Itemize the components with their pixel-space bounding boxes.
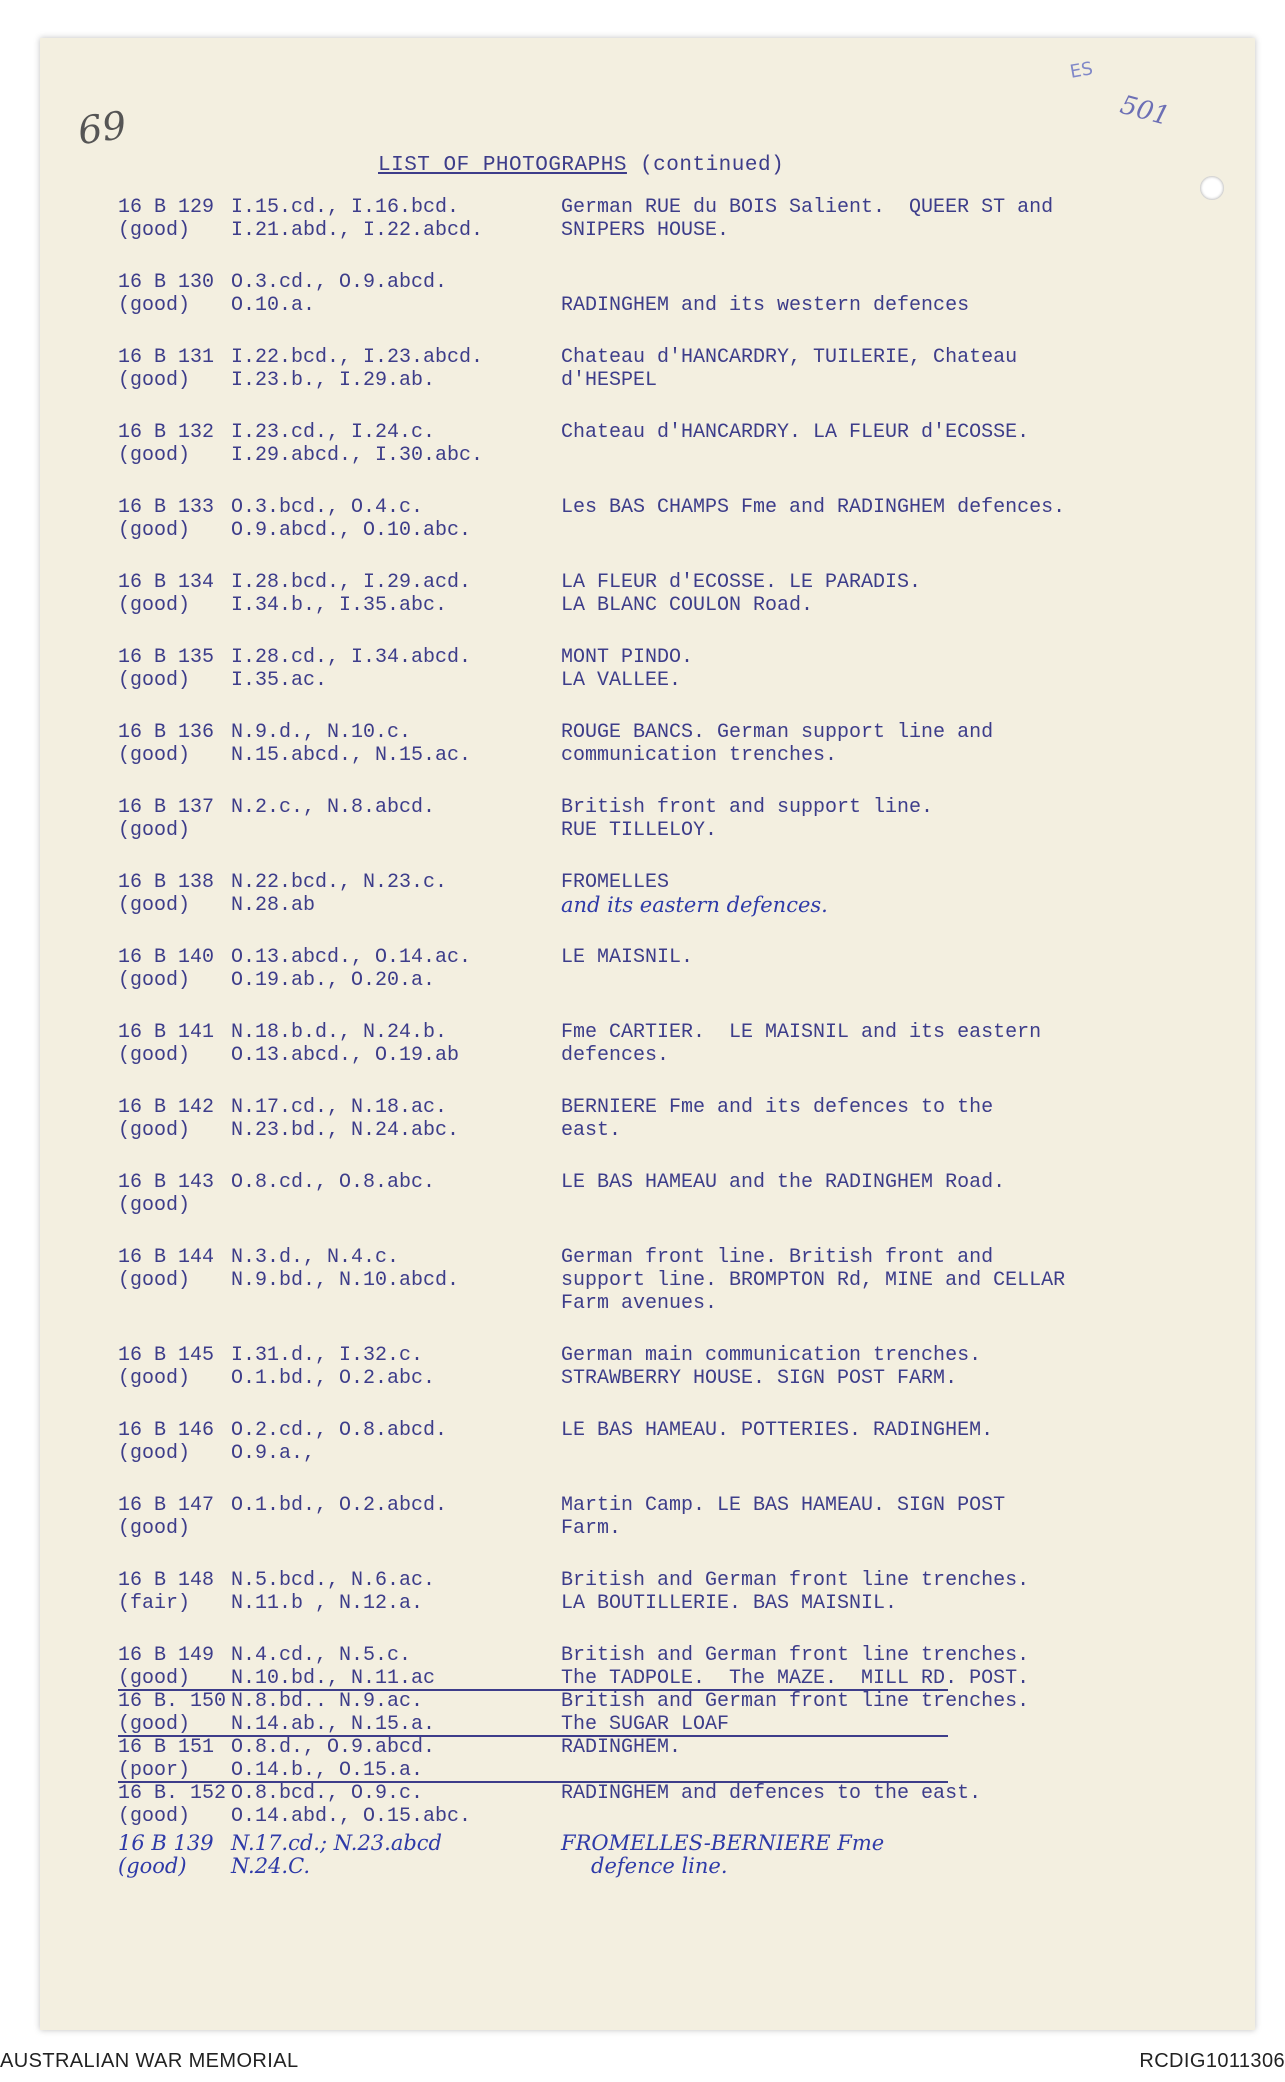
- map-reference: I.22.bcd., I.23.abcd.: [231, 346, 484, 369]
- document-page: [40, 38, 1255, 2030]
- map-reference-cell: [231, 271, 561, 317]
- description-line: German main communication trenches.: [561, 1344, 982, 1367]
- photo-number: 16 B 138: [118, 871, 215, 894]
- photo-condition: (good): [118, 1367, 191, 1390]
- photo-number-cell: [118, 1021, 231, 1067]
- description-line: RADINGHEM.: [561, 1736, 682, 1759]
- description-line: LE BAS HAMEAU and the RADINGHEM Road.: [561, 1171, 1006, 1194]
- photograph-list: [118, 196, 1248, 1907]
- handwritten-description-line: defence line.: [591, 1854, 728, 1878]
- map-reference: I.34.b., I.35.abc.: [231, 594, 448, 617]
- map-reference: O.8.d., O.9.abcd.: [231, 1736, 436, 1759]
- map-reference-cell: [231, 1782, 561, 1828]
- description-line: Farm avenues.: [561, 1292, 718, 1315]
- photo-number: 16 B. 150: [118, 1690, 227, 1713]
- photo-number: 16 B. 152: [118, 1782, 227, 1805]
- map-reference-cell: [231, 496, 561, 542]
- map-reference: O.3.bcd., O.4.c.: [231, 496, 424, 519]
- list-item: [118, 1736, 1248, 1782]
- map-reference: N.14.ab., N.15.a.: [231, 1713, 436, 1736]
- photo-number-cell: [118, 196, 231, 242]
- map-reference: I.21.abd., I.22.abcd.: [231, 219, 484, 242]
- handwritten-description-cell: [561, 1832, 1248, 1878]
- list-item: [118, 196, 1248, 242]
- map-reference: [231, 1517, 561, 1540]
- photo-number-cell: [118, 1690, 231, 1736]
- map-reference: I.28.bcd., I.29.acd.: [231, 571, 472, 594]
- photo-condition: (good): [118, 219, 191, 242]
- photo-condition: (good): [118, 894, 191, 917]
- description-line: The SUGAR LOAF: [561, 1713, 730, 1736]
- map-reference: N.9.bd., N.10.abcd.: [231, 1269, 460, 1292]
- list-item: [118, 646, 1248, 692]
- description-cell: [561, 1690, 1248, 1736]
- photo-number: 16 B 143: [118, 1171, 215, 1194]
- map-reference: I.15.cd., I.16.bcd.: [231, 196, 460, 219]
- photo-number: 16 B 135: [118, 646, 215, 669]
- photo-number-cell: [118, 946, 231, 992]
- handwritten-annotation: and its eastern defences.: [561, 893, 828, 917]
- handwritten-list-item: [118, 1832, 1248, 1878]
- map-reference: N.28.ab: [231, 894, 316, 917]
- description-line: British and German front line trenches.: [561, 1690, 1030, 1713]
- map-reference: [231, 819, 561, 842]
- map-reference: [231, 1194, 561, 1217]
- title-suffix: (continued): [640, 154, 785, 177]
- map-reference: N.11.b , N.12.a.: [231, 1592, 424, 1615]
- description-line: Farm.: [561, 1517, 622, 1540]
- map-reference: N.17.cd., N.18.ac.: [231, 1096, 448, 1119]
- handwritten-map-reference: N.24.C.: [231, 1854, 311, 1878]
- description-line: LA VALLEE.: [561, 669, 682, 692]
- map-reference-cell: [231, 1096, 561, 1142]
- description-cell: [561, 346, 1248, 392]
- map-reference: N.8.bd.. N.9.ac.: [231, 1690, 424, 1713]
- description-cell: [561, 1419, 1248, 1465]
- map-reference: O.3.cd., O.9.abcd.: [231, 271, 448, 294]
- map-reference: O.8.cd., O.8.abc.: [231, 1171, 436, 1194]
- handwritten-photo-number-cell: [118, 1832, 231, 1878]
- description-line: Chateau d'HANCARDRY, TUILERIE, Chateau: [561, 346, 1018, 369]
- list-item: [118, 1569, 1248, 1615]
- folio-number-right: 501: [1116, 90, 1173, 132]
- description-cell: [561, 1096, 1248, 1142]
- description-cell: [561, 1569, 1248, 1615]
- description-cell: [561, 796, 1248, 842]
- photo-condition: (good): [118, 1442, 191, 1465]
- list-item: [118, 1782, 1248, 1828]
- description-line: German RUE du BOIS Salient. QUEER ST and: [561, 196, 1054, 219]
- map-reference-cell: [231, 1690, 561, 1736]
- list-item: [118, 796, 1248, 842]
- map-reference: N.10.bd., N.11.ac: [231, 1667, 436, 1690]
- map-reference-cell: [231, 571, 561, 617]
- photo-condition: (good): [118, 1667, 191, 1690]
- list-item: [118, 1419, 1248, 1465]
- map-reference: I.23.b., I.29.ab.: [231, 369, 436, 392]
- photo-condition: (good): [118, 1194, 191, 1217]
- handwritten-photo-condition: (good): [118, 1854, 187, 1878]
- handwritten-map-reference: N.17.cd.; N.23.abcd: [231, 1831, 443, 1855]
- description-line: [561, 894, 1248, 917]
- map-reference: O.1.bd., O.2.abcd.: [231, 1494, 448, 1517]
- photo-number: 16 B 149: [118, 1644, 215, 1667]
- map-reference: N.18.b.d., N.24.b.: [231, 1021, 448, 1044]
- description-line: British front and support line.: [561, 796, 934, 819]
- description-cell: [561, 271, 1248, 317]
- description-line: STRAWBERRY HOUSE. SIGN POST FARM.: [561, 1367, 958, 1390]
- photo-condition: (good): [118, 1517, 191, 1540]
- photo-number-cell: [118, 1736, 231, 1782]
- photo-condition: (good): [118, 669, 191, 692]
- description-line: FROMELLES: [561, 871, 670, 894]
- description-line: SNIPERS HOUSE.: [561, 219, 730, 242]
- map-reference: I.29.abcd., I.30.abc.: [231, 444, 484, 467]
- map-reference: O.1.bd., O.2.abc.: [231, 1367, 436, 1390]
- map-reference: O.9.a.,: [231, 1442, 316, 1465]
- description-cell: [561, 1736, 1248, 1782]
- description-line: The TADPOLE. The MAZE. MILL RD. POST.: [561, 1667, 1030, 1690]
- description-cell: [561, 1021, 1248, 1067]
- map-reference: N.15.abcd., N.15.ac.: [231, 744, 472, 767]
- description-cell: [561, 1344, 1248, 1390]
- photo-number: 16 B 148: [118, 1569, 215, 1592]
- photo-condition: (good): [118, 1269, 191, 1292]
- description-line: Fme CARTIER. LE MAISNIL and its eastern: [561, 1021, 1042, 1044]
- description-line: British and German front line trenches.: [561, 1569, 1030, 1592]
- description-cell: [561, 721, 1248, 767]
- map-reference: O.9.abcd., O.10.abc.: [231, 519, 472, 542]
- map-reference-cell: [231, 796, 561, 842]
- list-item: [118, 1171, 1248, 1217]
- list-item: [118, 1344, 1248, 1390]
- photo-number: 16 B 132: [118, 421, 215, 444]
- description-cell: [561, 196, 1248, 242]
- map-reference: I.35.ac.: [231, 669, 328, 692]
- handwritten-photo-number: 16 B 139: [118, 1831, 214, 1855]
- description-cell: [561, 421, 1248, 467]
- list-item: [118, 346, 1248, 392]
- map-reference: I.28.cd., I.34.abcd.: [231, 646, 472, 669]
- photo-number-cell: [118, 1246, 231, 1315]
- map-reference-cell: [231, 1246, 561, 1315]
- footer-record-id: RCDIG1011306: [1139, 2050, 1285, 2072]
- description-line: support line. BROMPTON Rd, MINE and CELLAR: [561, 1269, 1066, 1292]
- map-reference-cell: [231, 946, 561, 992]
- list-item: [118, 496, 1248, 542]
- photo-number-cell: [118, 871, 231, 917]
- map-reference: O.10.a.: [231, 294, 316, 317]
- list-item: [118, 1021, 1248, 1067]
- description-cell: [561, 646, 1248, 692]
- map-reference-cell: [231, 1644, 561, 1690]
- map-reference-cell: [231, 196, 561, 242]
- photo-condition: (good): [118, 444, 191, 467]
- map-reference: N.22.bcd., N.23.c.: [231, 871, 448, 894]
- map-reference-cell: [231, 721, 561, 767]
- photo-number-cell: [118, 496, 231, 542]
- photo-number-cell: [118, 1344, 231, 1390]
- photo-number-cell: [118, 1782, 231, 1828]
- list-item: [118, 1494, 1248, 1540]
- map-reference: N.2.c., N.8.abcd.: [231, 796, 436, 819]
- footer-institution: AUSTRALIAN WAR MEMORIAL: [0, 2050, 299, 2072]
- map-reference-cell: [231, 1021, 561, 1067]
- photo-condition: (good): [118, 369, 191, 392]
- photo-number: 16 B 130: [118, 271, 215, 294]
- list-item: [118, 1690, 1248, 1736]
- map-reference: N.9.d., N.10.c.: [231, 721, 412, 744]
- description-cell: [561, 1246, 1248, 1315]
- description-line: LE BAS HAMEAU. POTTERIES. RADINGHEM.: [561, 1419, 994, 1442]
- photo-number-cell: [118, 1644, 231, 1690]
- description-line: German front line. British front and: [561, 1246, 994, 1269]
- photo-condition: (good): [118, 519, 191, 542]
- photo-number-cell: [118, 796, 231, 842]
- description-line: LA BLANC COULON Road.: [561, 594, 814, 617]
- photo-number-cell: [118, 271, 231, 317]
- photo-number-cell: [118, 421, 231, 467]
- list-item: [118, 871, 1248, 917]
- photo-condition: (good): [118, 594, 191, 617]
- map-reference: N.5.bcd., N.6.ac.: [231, 1569, 436, 1592]
- photo-condition: (fair): [118, 1592, 191, 1615]
- photo-number: 16 B 145: [118, 1344, 215, 1367]
- description-line: defences.: [561, 1044, 670, 1067]
- photo-number: 16 B 133: [118, 496, 215, 519]
- map-reference-cell: [231, 646, 561, 692]
- map-reference: O.14.b., O.15.a.: [231, 1759, 424, 1782]
- description-line: east.: [561, 1119, 622, 1142]
- photo-number: 16 B 151: [118, 1736, 215, 1759]
- map-reference: O.13.abcd., O.14.ac.: [231, 946, 472, 969]
- list-item: [118, 271, 1248, 317]
- map-reference: N.3.d., N.4.c.: [231, 1246, 400, 1269]
- photo-number: 16 B 134: [118, 571, 215, 594]
- map-reference-cell: [231, 346, 561, 392]
- list-item: [118, 1096, 1248, 1142]
- description-line: BERNIERE Fme and its defences to the: [561, 1096, 994, 1119]
- map-reference: O.2.cd., O.8.abcd.: [231, 1419, 448, 1442]
- photo-condition: (good): [118, 969, 191, 992]
- list-item: [118, 571, 1248, 617]
- description-cell: [561, 946, 1248, 992]
- photo-number: 16 B 141: [118, 1021, 215, 1044]
- description-cell: [561, 1171, 1248, 1217]
- map-reference: I.31.d., I.32.c.: [231, 1344, 424, 1367]
- page-title: [378, 154, 784, 177]
- photo-number-cell: [118, 1096, 231, 1142]
- photo-condition: (good): [118, 1805, 191, 1828]
- map-reference-cell: [231, 1171, 561, 1217]
- description-cell: [561, 496, 1248, 542]
- map-reference-cell: [231, 1569, 561, 1615]
- photo-condition: (good): [118, 819, 191, 842]
- photo-number-cell: [118, 1171, 231, 1217]
- photo-number-cell: [118, 1494, 231, 1540]
- photo-number-cell: [118, 571, 231, 617]
- photo-number: 16 B 146: [118, 1419, 215, 1442]
- description-line: communication trenches.: [561, 744, 838, 767]
- list-item: [118, 946, 1248, 992]
- photo-condition: (good): [118, 1713, 191, 1736]
- map-reference: I.23.cd., I.24.c.: [231, 421, 436, 444]
- description-line: Chateau d'HANCARDRY. LA FLEUR d'ECOSSE.: [561, 421, 1030, 444]
- list-item: [118, 421, 1248, 467]
- list-item: [118, 721, 1248, 767]
- list-item: [118, 1246, 1248, 1315]
- description-cell: [561, 1644, 1248, 1690]
- description-cell: [561, 1494, 1248, 1540]
- description-cell: [561, 1782, 1248, 1828]
- map-reference: N.4.cd., N.5.c.: [231, 1644, 412, 1667]
- photo-condition: (good): [118, 1119, 191, 1142]
- map-reference-cell: [231, 1419, 561, 1465]
- photo-number: 16 B 140: [118, 946, 215, 969]
- description-line: [561, 271, 1248, 294]
- map-reference-cell: [231, 1494, 561, 1540]
- map-reference-cell: [231, 421, 561, 467]
- map-reference: O.13.abcd., O.19.ab: [231, 1044, 460, 1067]
- map-reference: O.14.abd., O.15.abc.: [231, 1805, 472, 1828]
- handwritten-description-line: FROMELLES-BERNIERE Fme: [561, 1831, 885, 1855]
- photo-condition: (good): [118, 744, 191, 767]
- list-item: [118, 1644, 1248, 1690]
- photo-number: 16 B 137: [118, 796, 215, 819]
- photo-number: 16 B 142: [118, 1096, 215, 1119]
- description-line: RADINGHEM and defences to the east.: [561, 1782, 982, 1805]
- description-line: ROUGE BANCS. German support line and: [561, 721, 994, 744]
- photo-number-cell: [118, 346, 231, 392]
- map-reference-cell: [231, 1344, 561, 1390]
- description-line: Les BAS CHAMPS Fme and RADINGHEM defences.: [561, 496, 1066, 519]
- description-cell: [561, 571, 1248, 617]
- handwritten-map-reference-cell: [231, 1832, 561, 1878]
- map-reference: O.8.bcd., O.9.c.: [231, 1782, 424, 1805]
- photo-number: 16 B 131: [118, 346, 215, 369]
- photo-number: 16 B 136: [118, 721, 215, 744]
- description-line: LA FLEUR d'ECOSSE. LE PARADIS.: [561, 571, 922, 594]
- photo-condition: (good): [118, 1044, 191, 1067]
- photo-number: 16 B 129: [118, 196, 215, 219]
- folio-number-left: 69: [75, 102, 130, 154]
- description-cell: [561, 871, 1248, 917]
- map-reference-cell: [231, 871, 561, 917]
- photo-number-cell: [118, 1569, 231, 1615]
- description-line: MONT PINDO.: [561, 646, 694, 669]
- archive-stamp: ES: [1068, 58, 1095, 83]
- photo-number-cell: [118, 1419, 231, 1465]
- map-reference-cell: [231, 1736, 561, 1782]
- description-line: d'HESPEL: [561, 369, 658, 392]
- map-reference: O.19.ab., O.20.a.: [231, 969, 436, 992]
- description-line: RUE TILLELOY.: [561, 819, 718, 842]
- map-reference: N.23.bd., N.24.abc.: [231, 1119, 460, 1142]
- title-underlined: LIST OF PHOTOGRAPHS: [378, 154, 627, 177]
- photo-number-cell: [118, 721, 231, 767]
- description-line: RADINGHEM and its western defences: [561, 294, 970, 317]
- photo-number: 16 B 144: [118, 1246, 215, 1269]
- photo-condition: (good): [118, 294, 191, 317]
- photo-number: 16 B 147: [118, 1494, 215, 1517]
- description-line: Martin Camp. LE BAS HAMEAU. SIGN POST: [561, 1494, 1006, 1517]
- description-line: LA BOUTILLERIE. BAS MAISNIL.: [561, 1592, 898, 1615]
- description-line: LE MAISNIL.: [561, 946, 694, 969]
- photo-number-cell: [118, 646, 231, 692]
- photo-condition: (poor): [118, 1759, 191, 1782]
- description-line: British and German front line trenches.: [561, 1644, 1030, 1667]
